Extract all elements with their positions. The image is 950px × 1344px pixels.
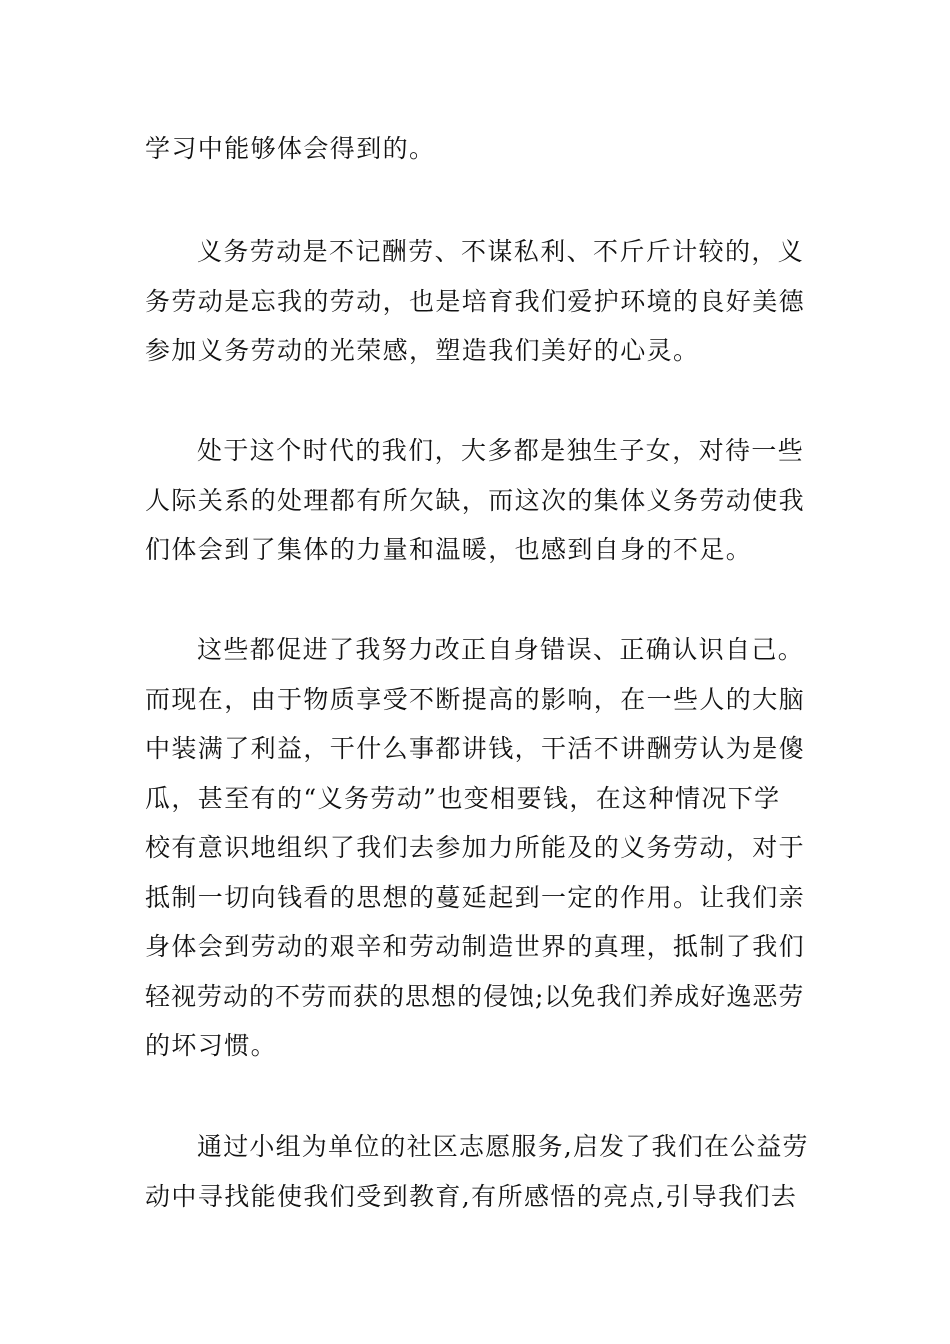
- paragraph-voluntary-labor: [145, 227, 809, 376]
- text-line: 义务劳动是不记酬劳、不谋私利、不斤斤计较的，义: [197, 237, 805, 266]
- text-line: 身体会到劳动的艰辛和劳动制造世界的真理，抵制了我们: [145, 932, 806, 961]
- text-line: 学习中能够体会得到的。: [145, 134, 436, 163]
- text-line: 们体会到了集体的力量和温暖，也感到自身的不足。: [145, 535, 753, 564]
- paragraph-this-era: [145, 426, 809, 575]
- text-line: 瓜，甚至有的“义务劳动”也变相要钱，在这种情况下学: [145, 783, 781, 813]
- paragraph-community-service: [145, 1122, 809, 1221]
- text-line: 通过小组为单位的社区志愿服务,启发了我们在公益劳: [197, 1132, 809, 1161]
- paragraph-continuation: [145, 124, 809, 174]
- text-line: 这些都促进了我努力改正自身错误、正确认识自己。: [197, 635, 805, 664]
- text-line: 务劳动是忘我的劳动，也是培育我们爱护环境的良好美德: [145, 286, 806, 316]
- text-line: 的坏习惯。: [145, 1031, 278, 1060]
- text-line: 人际关系的处理都有所欠缺，而这次的集体义务劳动使我: [145, 485, 806, 515]
- text-line: 参加义务劳动的光荣感，塑造我们美好的心灵。: [145, 336, 700, 365]
- text-line: 而现在，由于物质享受不断提高的影响，在一些人的大脑: [145, 684, 806, 714]
- text-line: 校有意识地组织了我们去参加力所能及的义务劳动，对于: [145, 833, 806, 862]
- text-line: 中装满了利益，干什么事都讲钱，干活不讲酬劳认为是傻: [145, 734, 806, 763]
- text-line: 处于这个时代的我们，大多都是独生子女，对待一些: [197, 436, 805, 465]
- paragraph-self-improvement: [145, 625, 809, 1071]
- text-line: 轻视劳动的不劳而获的思想的侵蚀;以免我们养成好逸恶劳: [145, 981, 805, 1011]
- text-line: 动中寻找能使我们受到教育,有所感悟的亮点,引导我们去: [145, 1181, 798, 1211]
- text-line: 抵制一切向钱看的思想的蔓延起到一定的作用。让我们亲: [145, 882, 806, 912]
